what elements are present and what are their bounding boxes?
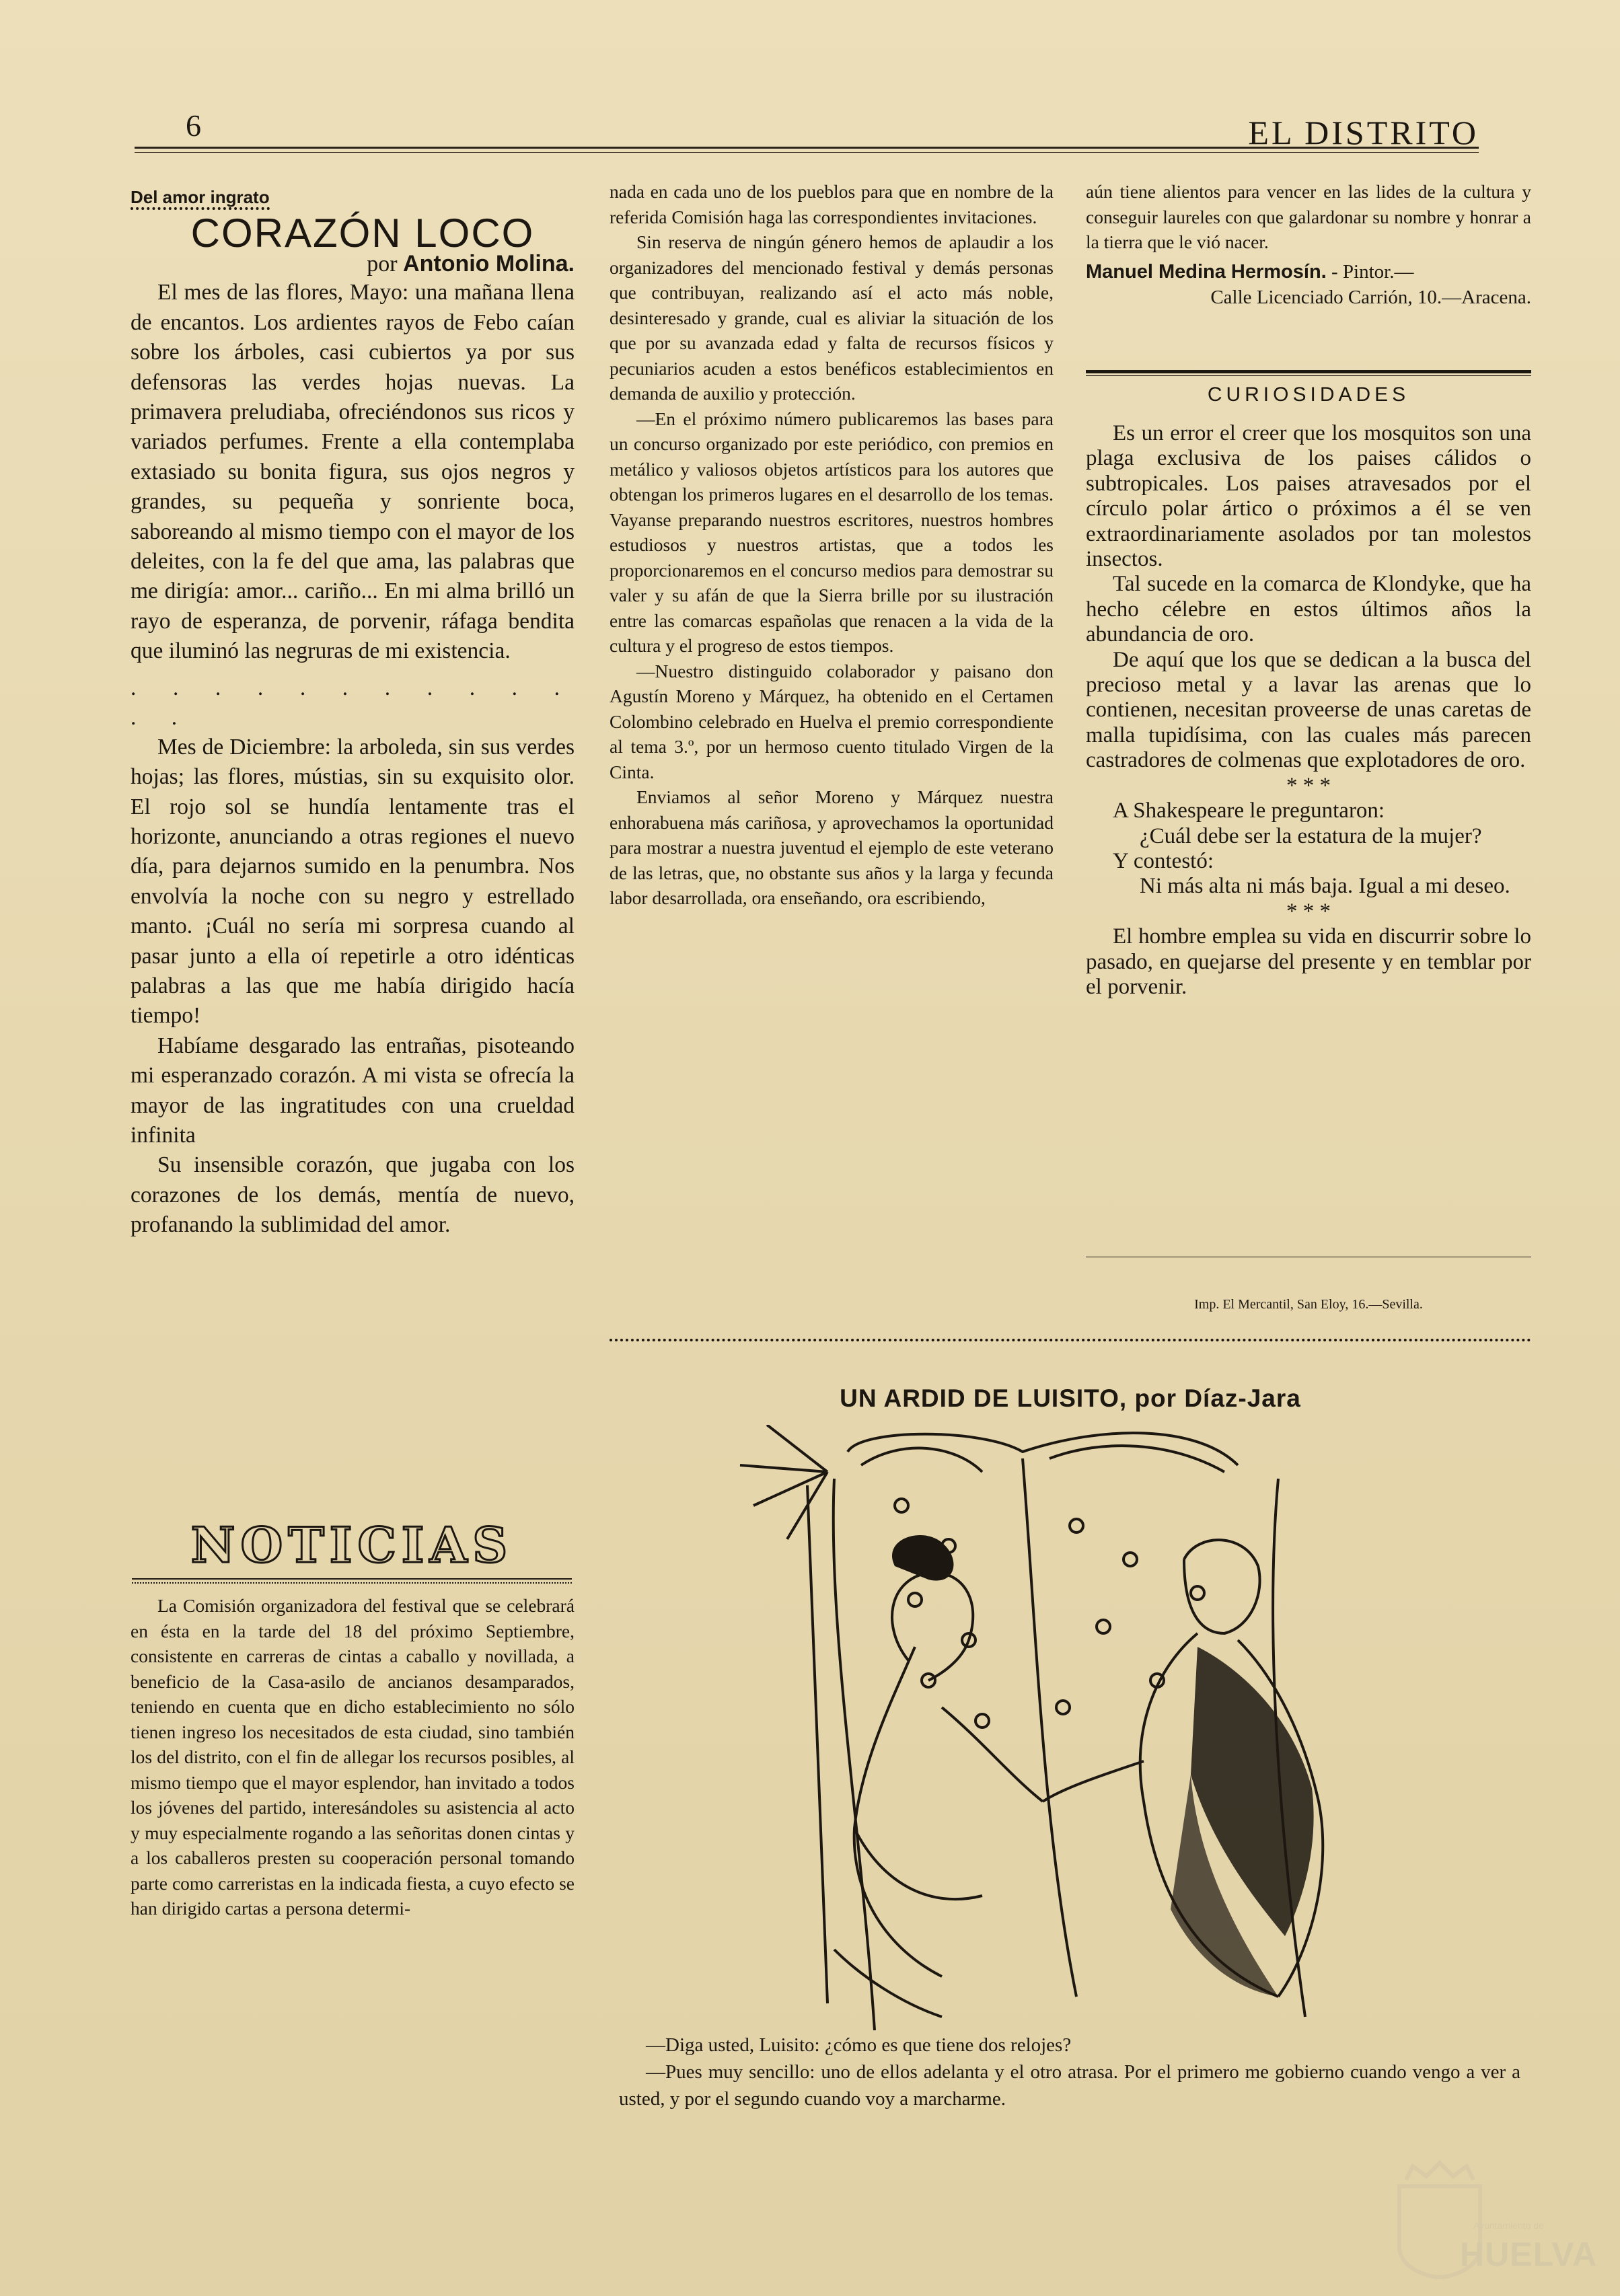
watermark-text: HUELVA [1460, 2235, 1598, 2273]
noticias-paragraph: nada en cada uno de los pueblos para que en nombre de la referida Comisión haga las correspondientes invitaciones. [610, 181, 1054, 227]
noticias-col2 [610, 179, 1054, 911]
curiosidades-paragraph: Es un error el creer que los mosquitos son una plaga exclusiva de los paises cálidos o subtropicales. Los paises atravesados por el círculo polar ártico o próximos a él se ven extraordinariamente asolados por tan molestos insectos. [1086, 421, 1531, 572]
article-author: Antonio Molina. [403, 251, 575, 277]
shakespeare-line: Y contestó: [1113, 848, 1214, 873]
curiosidades-rule [1086, 370, 1531, 373]
noticias-paragraph: Sin reserva de ningún género hemos de aplaudir a los organizadores del mencionado festival y demás personas que contribuyan, realizando así el acto más noble, desinteresado y grande, cual es aliviar la situación de los que por su avanzada edad y falta de recursos físicos y pecuniarios acuden a estos benéficos establecimientos en demanda de auxilio y protección. [610, 231, 1054, 404]
noticias-paragraph: aún tiene alientos para vencer en las lides de la cultura y conseguir laureles con que galardonar su nombre y honrar a la tierra que le vió nacer. [1086, 181, 1531, 252]
noticias-rule [132, 1578, 572, 1580]
cartoon-title: UN ARDID DE LUISITO, por Díaz-Jara [840, 1384, 1301, 1412]
noticias-col3 [1086, 179, 1531, 310]
article-paragraph: Su insensible corazón, que jugaba con los corazones de los demás, mentía de nuevo, profanando la sublimidad del amor. [131, 1152, 575, 1238]
signature-role: - Pintor.— [1331, 260, 1414, 283]
curiosidades-paragraph: Tal sucede en la comarca de Klondyke, que ha hecho célebre en estos últimos años la abundancia de oro. [1086, 572, 1531, 647]
signature-name: Manuel Medina Hermosín. [1086, 260, 1327, 283]
noticias-paragraph: —En el próximo número publicaremos las bases para un concurso organizado por este periódico, con premios en metálico y valiosos objetos artísticos para los autores que obtengan los primeros lugares en el desarrollo de los temas. Vayanse preparando nuestros escritores, nuestros hombres estudiosos y nuestros artistas, que a todos les proporcionaremos en el concurso medios para demostrar su valer y su afán de que la Sierra brille por su ilustración entre las comarcas españolas que renacen a la vida de la cultura y el progreso de estos tiempos. [610, 408, 1054, 656]
curiosidades-paragraph: De aquí que los que se dedican a la busca del precioso metal y a lavar las arenas que lo contienen, necesitan proveerse de unas caretas de malla tupidísima, con las cuales más parecen castradores de colmenas que explotadores de oro. [1086, 647, 1531, 773]
signature-address: Calle Licenciado Carrión, 10.—Aracena. [1210, 286, 1531, 308]
article-paragraph: Mes de Diciembre: la arboleda, sin sus verdes hojas; las flores, mústias, sin su exquisito olor. El rojo sol se hundía lentamente tras el horizonte, anunciando a otras regiones el nuevo día, para dejarnos sumido en la penumbra. Nos envolvía la noche con su negro y estrellado manto. ¡Cuál no sería mi sorpresa cuando al pasar junto a ella oí repetirle a otro idénticas palabras a las que me había dirigido hacía tiempo! [131, 734, 575, 1029]
signature [1086, 259, 1531, 285]
stars-separator: * * * [1286, 899, 1331, 924]
cartoon-caption [619, 2032, 1520, 2112]
newspaper-title: EL DISTRITO [1248, 114, 1479, 151]
noticias-paragraph: La Comisión organizadora del festival que se celebrará en ésta en la tarde del 18 del próximo Septiembre, consistente en carreras de cintas a caballo y novillada, a beneficio de la Casa-asilo de ancianos desamparados, teniendo en cuenta que en dicho establecimiento no sólo tienen ingreso los necesitados de esta ciudad, sino también los del distrito, con el fin de allegar los recursos posibles, al mismo tiempo que el mayor esplendor, han invitado a todos los jóvenes del partido, interesándoles su asistencia al acto y muy especialmente rogando a las señoritas donen cintas y a los caballeros presten su cooperación personal tomando parte como carreristas en la indicada fiesta, a cuyo efecto se han dirigido cartas a persona determi- [131, 1595, 575, 1919]
article-kicker: Del amor ingrato [131, 187, 270, 210]
shakespeare-line: ¿Cuál debe ser la estatura de la mujer? [1140, 823, 1482, 848]
shakespeare-line: Ni más alta ni más baja. Igual a mi deseo. [1140, 874, 1510, 899]
article-paragraph: El mes de las flores, Mayo: una mañana llena de encantos. Los ardientes rayos de Febo caían sobre los árboles, casi cubiertos ya por sus defensoras las verdes hojas nuevas. La primavera preludiaba, ofreciéndonos sus ricos y variados perfumes. Frente a ella contemplaba extasiado su bonita figura, sus ojos negros y grandes, su pequeña y sonriente boca, saboreando al mismo tiempo con el mayor de los deleites, con la fe del que ama, las palabras que me dirigía: amor... cariño... En mi alma brilló un rayo de esperanza, de porvenir, ráfaga bendita que iluminó las negruras de mi existencia. [131, 280, 575, 664]
curiosidades-paragraph: El hombre emplea su vida en discurrir sobre lo pasado, en quejarse del presente y en temblar por el porvenir. [1086, 924, 1531, 999]
page-number: 6 [186, 108, 201, 143]
shakespeare-line: A Shakespeare le preguntaron: [1113, 799, 1385, 823]
noticias-rule-dotted [132, 1582, 572, 1584]
noticias-col1 [131, 1593, 575, 1921]
caption-line: —Pues muy sencillo: uno de ellos adelanta y el otro atrasa. Por el primero me gobierno cuando vengo a ver a usted, y por el segundo cuando voy a marcharme. [619, 2061, 1520, 2110]
caption-line: —Diga usted, Luisito: ¿cómo es que tiene dos relojes? [646, 2034, 1072, 2056]
noticias-paragraph: —Nuestro distinguido colaborador y paisano don Agustín Moreno y Márquez, ha obtenido en el Certamen Colombino celebrado en Huelva el premio correspondiente al tema 3.º, por un hermoso cuento titulado Virgen de la Cinta. [610, 660, 1054, 782]
curiosidades-rule-thin [1086, 375, 1531, 376]
noticias-paragraph: Enviamos al señor Moreno y Márquez nuestra enhorabuena más cariñosa, y aprovechamos la oportunidad para mostrar a nuestra juventud el ejemplo de este veterano de las letras, que, no obstante sus años y la larga y fecunda labor desarrollada, ora enseñando, ora escribiendo, [610, 786, 1054, 908]
cartoon-separator [610, 1339, 1531, 1341]
article-title: CORAZÓN LOCO [190, 211, 535, 256]
watermark-small-text: Ayuntamiento de [1473, 2220, 1544, 2231]
curiosidades-heading: CURIOSIDADES [1207, 383, 1410, 406]
curiosidades-body [1086, 421, 1531, 1000]
article-corazon-loco [131, 182, 575, 1240]
noticias-heading: NOTICIAS [190, 1516, 513, 1573]
article-paragraph: Habíame desgarado las entrañas, pisoteando mi esperanzado corazón. A mi vista se ofrecía la mayor de las ingratitudes con una crueldad infinita [131, 1033, 575, 1148]
stars-separator: * * * [1286, 773, 1331, 798]
header-rule-thin [135, 152, 1479, 153]
separator-dots: . . . . . . . . . . . . . [131, 675, 575, 730]
cartoon-illustration [727, 1425, 1541, 2037]
printer-imprint: Imp. El Mercantil, San Eloy, 16.—Sevilla. [1194, 1297, 1423, 1312]
byline-prefix: por [367, 252, 398, 277]
header-rule [135, 147, 1479, 149]
